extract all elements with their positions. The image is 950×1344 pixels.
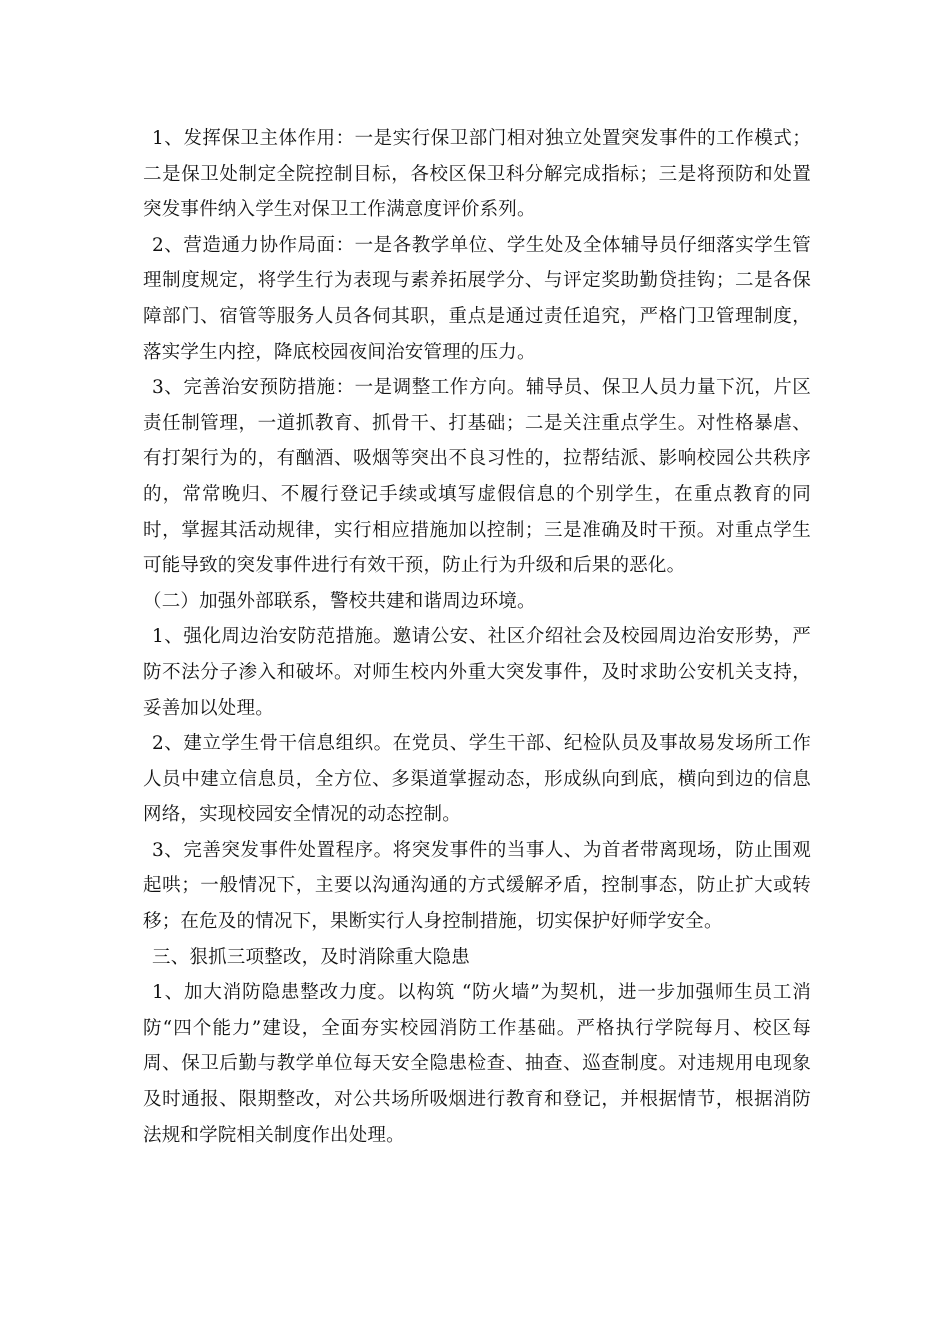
paragraph-4: 1、强化周边治安防范措施。邀请公安、社区介绍社会及校园周边治安形势，严防不法分子渗入和破坏。对师生校内外重大突发事件，及时求助公安机关支持，妥善加以处理。 — [143, 626, 811, 719]
paragraph-5: 2、建立学生骨干信息组织。在党员、学生干部、纪检队员及事故易发场所工作人员中建立信息员，全方位、多渠道掌握动态，形成纵向到底，横向到边的信息网络，实现校园安全情况的动态控制。 — [143, 733, 811, 826]
document-body — [143, 121, 811, 1153]
paragraph-7: 1、加大消防隐患整改力度。以构筑 “防火墙”为契机，进一步加强师生员工消防“四个能力”建设，全面夯实校园消防工作基础。严格执行学院每月、校区每周、保卫后勤与教学单位每天安全隐患检查、抽查、巡查制度。对违规用电现象及时通报、限期整改，对公共场所吸烟进行教育和登记，并根据情节，根据消防法规和学院相关制度作出处理。 — [143, 982, 811, 1146]
paragraph-1: 1、发挥保卫主体作用：一是实行保卫部门相对独立处置突发事件的工作模式；二是保卫处制定全院控制目标，各校区保卫科分解完成指标；三是将预防和处置突发事件纳入学生对保卫工作满意度评价系列。 — [143, 128, 811, 221]
section-heading-rectification: 三、狠抓三项整改，及时消除重大隐患 — [152, 946, 470, 968]
paragraph-2: 2、营造通力协作局面：一是各教学单位、学生处及全体辅导员仔细落实学生管理制度规定，将学生行为表现与素养拓展学分、与评定奖助勤贷挂钩；二是各保障部门、宿管等服务人员各伺其职，重点是通过责任追究，严格门卫管理制度，落实学生内控，降底校园夜间治安管理的压力。 — [143, 234, 811, 363]
section-heading-external-liaison: （二）加强外部联系，警校共建和谐周边环境。 — [143, 590, 536, 612]
paragraph-6: 3、完善突发事件处置程序。将突发事件的当事人、为首者带离现场，防止围观起哄；一般情况下，主要以沟通沟通的方式缓解矛盾，控制事态，防止扩大或转移；在危及的情况下，果断实行人身控制措施，切实保护好师学安全。 — [143, 839, 811, 933]
paragraph-3: 3、完善治安预防措施：一是调整工作方向。辅导员、保卫人员力量下沉，片区责任制管理，一道抓教育、抓骨干、打基础；二是关注重点学生。对性格暴虐、有打架行为的，有酗酒、吸烟等突出不良习性的，拉帮结派、影响校园公共秩序的，常常晚归、不履行登记手续或填写虚假信息的个别学生，在重点教育的同时，掌握其活动规律，实行相应措施加以控制；三是准确及时干预。对重点学生可能导致的突发事件进行有效干预，防止行为升级和后果的恶化。 — [143, 377, 811, 577]
